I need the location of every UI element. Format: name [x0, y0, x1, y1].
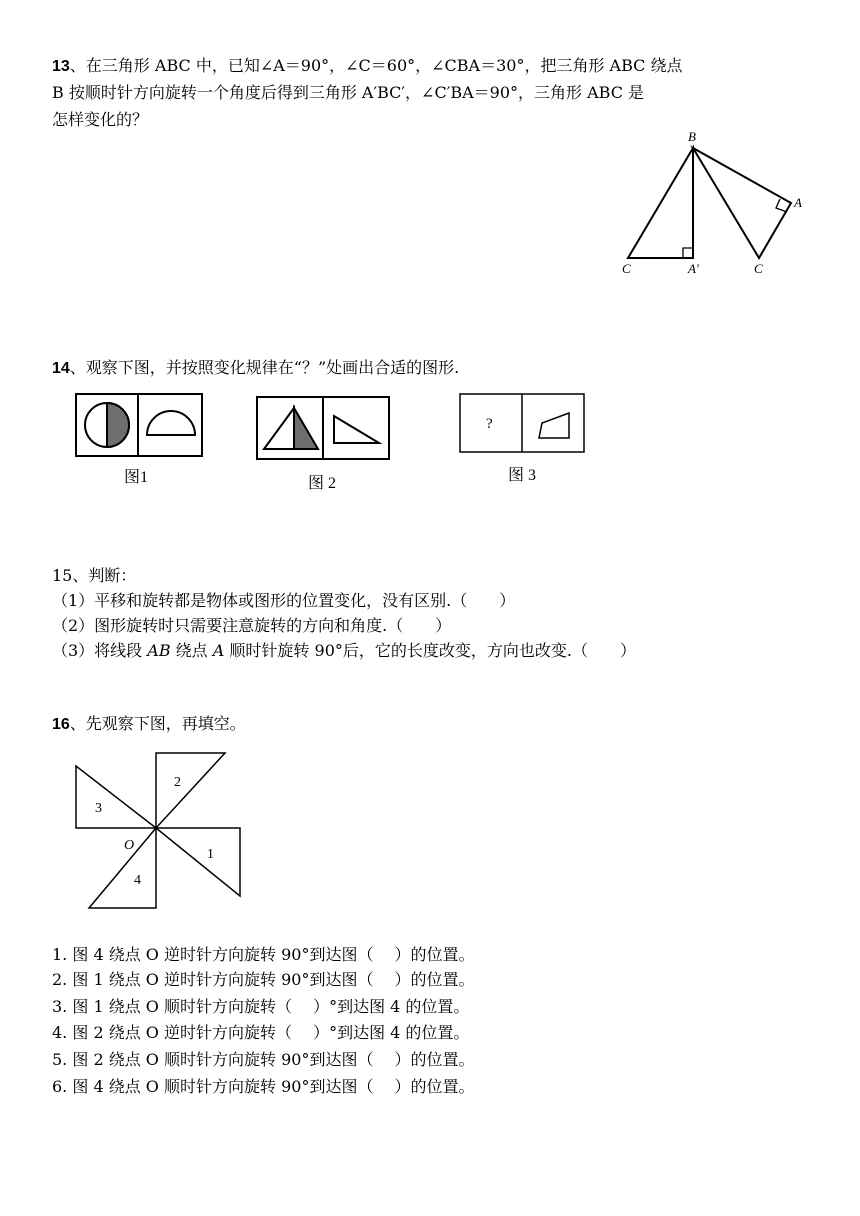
- q15-item-1: （1）平移和旋转都是物体或图形的位置变化，没有区别.（ ）: [52, 591, 516, 610]
- q13-number: 13: [52, 58, 70, 75]
- center-label-o: O: [124, 838, 135, 853]
- q15-title: 15、判断：: [52, 566, 137, 585]
- triangle-shaded-half: [294, 408, 318, 449]
- q15-item-3-ab: AB: [147, 641, 171, 660]
- pinwheel-piece-3: [76, 766, 156, 828]
- label-b: B: [688, 129, 696, 144]
- q16-item-2: 2. 图 1 绕点 O 逆时针方向旋转 90°到达图（ ）的位置。: [52, 970, 475, 989]
- q16-item-5: 5. 图 2 绕点 O 顺时针方向旋转 90°到达图（ ）的位置。: [52, 1050, 475, 1069]
- piece-label-2: 2: [174, 775, 181, 790]
- pinwheel-piece-1: [156, 828, 240, 896]
- q16-text: 、先观察下图，再填空。: [69, 714, 246, 733]
- label-a-prime: A′: [688, 261, 699, 276]
- q14-figure-3: [459, 393, 585, 453]
- pinwheel-piece-2: [156, 753, 225, 828]
- q16-pinwheel-figure: [70, 750, 250, 915]
- label-c-left: C: [622, 261, 631, 276]
- q15-item-3: [52, 639, 636, 663]
- piece-label-4: 4: [134, 873, 141, 888]
- q16-item-4: 4. 图 2 绕点 O 逆时针方向旋转（ ）°到达图 4 的位置。: [52, 1023, 470, 1042]
- q16-line: [52, 712, 246, 737]
- triangle-right: [693, 148, 791, 258]
- caption-figure-2: 图 2: [308, 475, 337, 492]
- q16-item-1: 1. 图 4 绕点 O 逆时针方向旋转 90°到达图（ ）的位置。: [52, 945, 475, 964]
- q16-item-6: 6. 图 4 绕点 O 顺时针方向旋转 90°到达图（ ）的位置。: [52, 1077, 475, 1096]
- right-triangle-shape: [334, 416, 379, 443]
- q15-item-3-point: A: [212, 641, 225, 660]
- q13-line-2: B 按顺时针方向旋转一个角度后得到三角形 A′BC′，∠C′BA＝90°，三角形 ABC 是: [52, 83, 645, 102]
- q15-item-3-b: 绕点: [170, 641, 213, 660]
- q14-text: 、观察下图，并按照变化规律在“？”处画出合适的图形.: [69, 358, 460, 377]
- q14-number: 14: [52, 360, 70, 377]
- q13-text-1: 、在三角形 ABC 中，已知∠A＝90°，∠C＝60°，∠CBA＝30°，把三角形 ABC 绕点: [69, 56, 683, 75]
- piece-label-3: 3: [95, 801, 102, 816]
- trapezoid-shape: [539, 413, 569, 438]
- q14-figure-1: [75, 393, 203, 457]
- right-angle-mark-left: [683, 248, 693, 258]
- caption-figure-1: 图1: [124, 469, 149, 486]
- q15-item-3-a: （3）将线段: [52, 641, 148, 660]
- caption-figure-3: 图 3: [508, 467, 537, 484]
- q15-item-3-c: 顺时针旋转 90°后，它的长度改变，方向也改变.（ ）: [224, 641, 636, 660]
- pinwheel-piece-4: [89, 828, 156, 908]
- q13-line-3: 怎样变化的？: [52, 110, 149, 129]
- label-c-right: C: [754, 261, 763, 276]
- q13-triangle-figure: [610, 125, 810, 285]
- semicircle-shape: [147, 411, 195, 435]
- q14-figure-2: [256, 396, 390, 460]
- triangle-white-half: [264, 408, 294, 449]
- half-circle-shaded: [107, 403, 129, 447]
- label-a: A: [794, 195, 802, 210]
- piece-label-1: 1: [207, 847, 214, 862]
- q13-line-1: [52, 54, 683, 79]
- question-mark: ?: [486, 416, 493, 432]
- q15-item-2: （2）图形旋转时只需要注意旋转的方向和角度.（ ）: [52, 616, 452, 635]
- triangle-left: [628, 148, 693, 258]
- q16-item-3: 3. 图 1 绕点 O 顺时针方向旋转（ ）°到达图 4 的位置。: [52, 997, 470, 1016]
- q16-number: 16: [52, 716, 70, 733]
- q14-line: [52, 356, 459, 381]
